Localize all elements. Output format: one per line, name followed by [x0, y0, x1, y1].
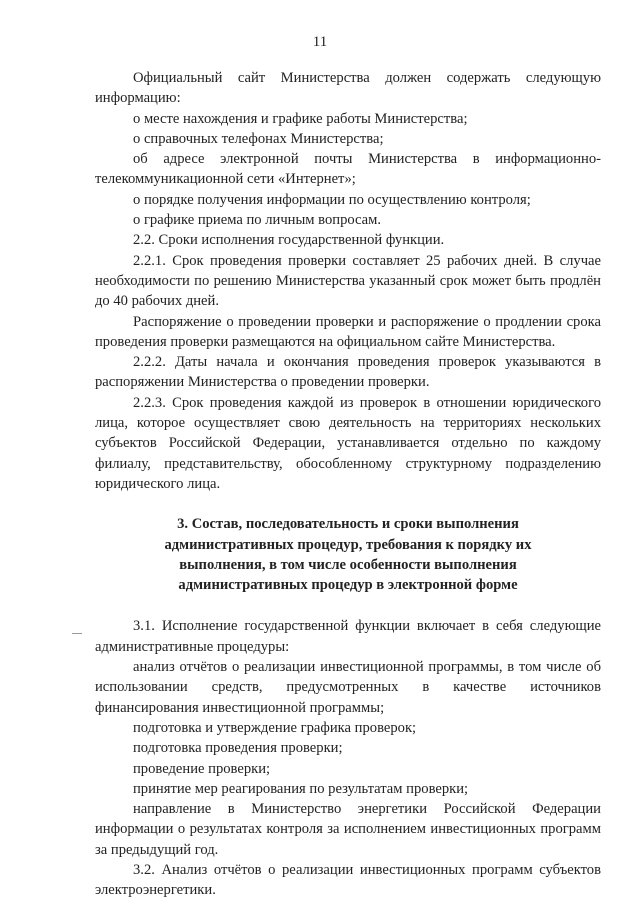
paragraph: о графике приема по личным вопросам.	[133, 212, 382, 229]
section-heading	[95, 514, 601, 595]
paragraph: Распоряжение о проведении проверки и распоряжение о продлении срока проведения проверки размещаются на официальном сайте Министерства.	[95, 313, 601, 350]
paragraph: проведение проверки;	[133, 760, 271, 777]
paragraph: о справочных телефонах Министерства;	[133, 130, 384, 147]
paragraph: подготовка и утверждение графика проверок;	[133, 719, 417, 736]
heading-line: административных процедур в электронной форме	[178, 577, 518, 594]
paragraph: 3.2. Анализ отчётов о реализации инвестиционных программ субъектов электроэнергетики.	[95, 861, 601, 899]
paragraph: о порядке получения информации по осуществлению контроля;	[133, 191, 531, 208]
paragraph: 2.2.1. Срок проведения проверки составляет 25 рабочих дней. В случае необходимости по решению Министерства указанный срок может быть продлён до 40 рабочих дней.	[95, 252, 601, 310]
paragraph: направление в Министерство энергетики Российской Федерации информации о результатах контроля за исполнением инвестиционных программ за предыдущий год.	[95, 801, 601, 858]
paragraph: об адресе электронной почты Министерства в информационно-телекоммуникационной сети «Интернет»;	[95, 151, 601, 188]
paragraph: Официальный сайт Министерства должен содержать следующую информацию:	[95, 70, 601, 107]
heading-line: административных процедур, требования к порядку их	[164, 536, 532, 553]
paragraph: 3.1. Исполнение государственной функции включает в себя следующие административные процедуры:	[95, 618, 601, 655]
paragraph: 2.2.2. Даты начала и окончания проведения проверок указываются в распоряжении Министерства о проведении проверки.	[95, 354, 601, 391]
heading-line: 3. Состав, последовательность и сроки выполнения	[177, 516, 519, 533]
document-body	[95, 68, 601, 901]
paragraph: 2.2. Сроки исполнения государственной функции.	[133, 232, 445, 249]
paragraph: принятие мер реагирования по результатам проверки;	[133, 780, 469, 797]
paragraph: подготовка проведения проверки;	[133, 740, 343, 757]
paragraph: анализ отчётов о реализации инвестиционной программы, в том числе об использовании средств, предусмотренных в качестве источников финансирования инвестиционной программы;	[95, 659, 601, 716]
heading-line: выполнения, в том числе особенности выполнения	[179, 556, 517, 573]
page-number: 11	[312, 34, 328, 50]
paragraph: о месте нахождения и графике работы Министерства;	[133, 110, 468, 127]
margin-mark	[72, 633, 82, 634]
paragraph: 2.2.3. Срок проведения каждой из проверок в отношении юридического лица, которое осуществляет свою деятельность на территориях нескольких субъектов Российской Федерации, устанавливается отдельно по каждому филиалу, представительству, обособленному структурному подразделению юридического лица.	[95, 394, 601, 492]
